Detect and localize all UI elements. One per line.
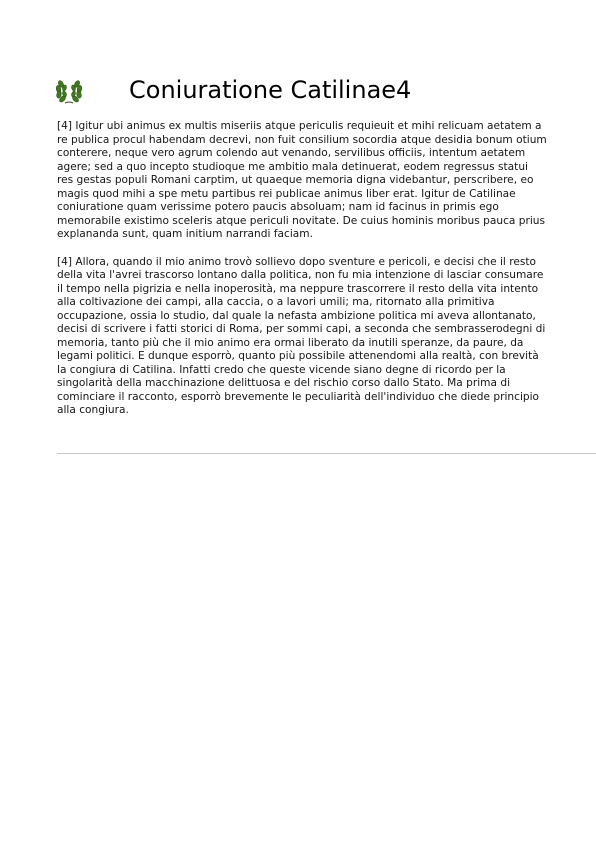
laurel-wreath-icon [54, 76, 84, 106]
paragraph-latin: [4] Igitur ubi animus ex multis miseriis atque periculis requieuit et mihi relicuam aetatem a re publica procul habendam decrevi, non fuit consilium socordia atque desidia bonum otium conterere, neque vero agrum colendo aut venando, servilibus officiis, intentum aetatem agere; sed a quo incepto studioque me ambitio mala detinuerat, eodem regressus statui res gestas populi Romani carptim, ut quaeque memoria digna videbantur, perscribere, eo magis quod mihi a spe metu partibus rei publicae animus liber erat. Igitur de Catilinae coniuratione quam verissime potero paucis absoluam; nam id facinus in primis ego memorabile existimo sceleris atque periculi novitate. De cuius hominis moribus pauca prius explananda sunt, quam initium narrandi faciam. [57, 120, 547, 240]
page-title: Coniuratione Catilinae4 [129, 76, 412, 104]
document-body [57, 120, 547, 432]
horizontal-divider [57, 453, 596, 454]
page-header [54, 72, 574, 112]
paragraph-italian: [4] Allora, quando il mio animo trovò sollievo dopo sventure e pericoli, e decisi che il resto della vita l'avrei trascorso lontano dalla politica, non fu mia intenzione di lasciar consumare il tempo nella pigrizia e nella inoperosità, ma neppure trascorrere il resto della vita intento alla coltivazione dei campi, alla caccia, o a lavori umili; ma, ritornato alla primitiva occupazione, ossia lo studio, dal quale la nefasta ambizione politica mi aveva allontanato, decisi di scrivere i fatti storici di Roma, per sommi capi, a seconda che sembrasserodegni di memoria, tanto più che il mio animo era ormai liberato da inutili speranze, da paure, da legami politici. E dunque esporrò, quanto più possibile attenendomi alla realtà, con brevità la congiura di Catilina. Infatti credo che queste vicende siano degne di ricordo per la singolarità della macchinazione delittuosa e del rischio corso dallo Stato. Ma prima di cominciare il racconto, esporrò brevemente le peculiarità dell'individuo che diede principio alla congiura. [57, 255, 546, 416]
